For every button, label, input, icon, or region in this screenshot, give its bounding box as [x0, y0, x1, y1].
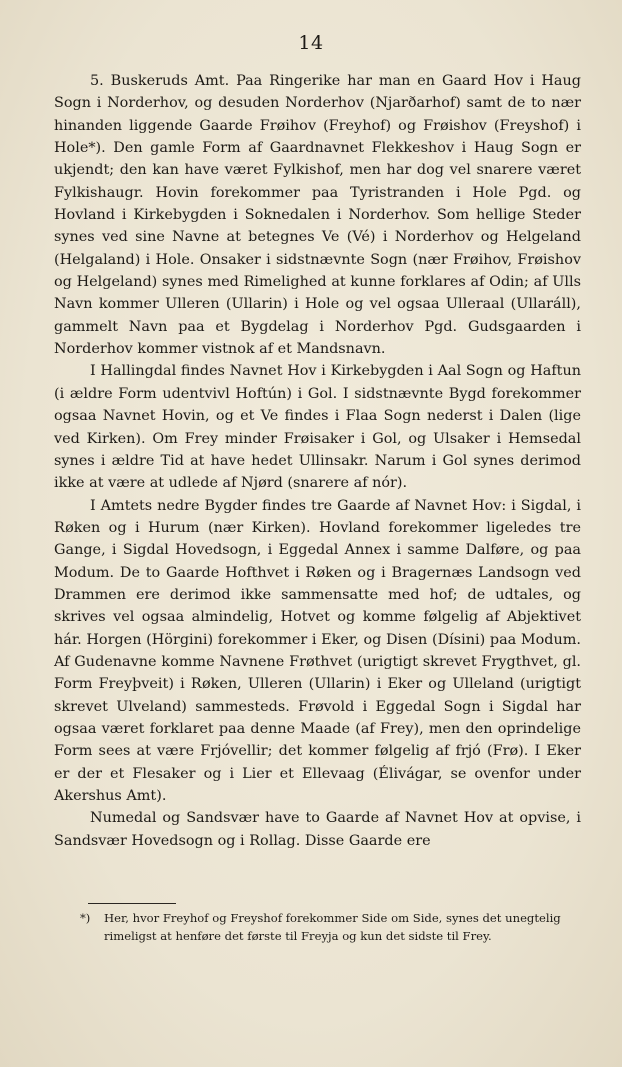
footnote-marker: *): [80, 911, 91, 925]
paragraph-nedre-bygder: I Amtets nedre Bygder findes tre Gaarde af Navnet Hov: i Sigdal, i Røken og i Hurum (nær Kirken). Hovland forekommer ligeledes tre Gange, i Sigdal Hovedsogn, i Eggedal Annex i samme Dalføre, og paa Modum. De to Gaarde Hofthvet i Røken og i Bragernæs Landsogn ved Drammen ere derimod ikke sammensatte med hof; de udtales, og skrives vel ogsaa almindelig, Hotvet og komme følgelig af Abjektivet hár. Horgen (Hörgini) forekommer i Eker, og Disen (Dísini) paa Modum. Af Gudenavne komme Navnene Frøthvet (urigtigt skrevet Frygthvet, gl. Form Freyþveit) i Røken, Ulleren (Ullarin) i Eker og Ulleland (urigtigt skrevet Ulveland) sammesteds. Frøvold i Eggedal Sogn i Sigdal har ogsaa været forklaret paa denne Maade (af Frey), men den oprindelige Form sees at være Frjóvellir; det kommer følgelig af frjó (Frø). I Eker er der et Flesaker og i Lier et Ellevaag (Élivágar, se ovenfor under Akershus Amt).: [54, 497, 581, 804]
paragraph-buskeruds: 5. Buskeruds Amt. Paa Ringerike har man en Gaard Hov i Haug Sogn i Norderhov, og desuden Norderhov (Njarðarhof) samt de to nær hinanden liggende Gaarde Frøihov (Freyhof) og Frøishov (Freyshof) i Hole*). Den gamle Form af Gaardnavnet Flekkeshov i Haug Sogn er ukjendt; den kan have været Fylkishof, men har dog vel snarere været Fylkishaugr. Hovin forekommer paa Tyristranden i Hole Pgd. og Hovland i Kirkebygden i Soknedalen i Norderhov. Som hellige Steder synes ved sine Navne at betegnes Ve (Vé) i Norderhov og Helgeland (Helgaland) i Hole. Onsaker i sidstnævnte Sogn (nær Frøihov, Frøishov og Helgeland) synes med Rimelighed at kunne forklares af Odin; af Ulls Navn kommer Ulleren (Ullarin) i Hole og vel ogsaa Ulleraal (Ullaráll), gammelt Navn paa et Bygdelag i Norderhov Pgd. Gudsgaarden i Norderhov kommer vistnok af et Mandsnavn.: [54, 73, 581, 358]
footnote-line-1: Her, hvor Freyhof og Freyshof forekommer Side om Side, synes det unegtelig: [104, 911, 561, 925]
main-text: [54, 70, 581, 852]
paragraph-hallingdal: I Hallingdal findes Navnet Hov i Kirkebygden i Aal Sogn og Haftun (i ældre Form udentvivl Hoftún) i Gol. I sidstnævnte Bygd forekommer ogsaa Navnet Hovin, og et Ve findes i Flaa Sogn nederst i Dalen (lige ved Kirken). Om Frey minder Frøisaker i Gol, og Ulsaker i Hemsedal synes i ældre Tid at have hedet Ullinsakr. Narum i Gol synes derimod ikke at være at udlede af Njørd (snarere af nór).: [54, 363, 581, 492]
footnote-divider: [88, 903, 176, 904]
footnote: [80, 910, 585, 945]
page-number: 14: [298, 32, 324, 54]
footnote-line-2: rimeligst at henføre det første til Freyja og kun det sidste til Frey.: [104, 928, 492, 943]
paragraph-numedal: Numedal og Sandsvær have to Gaarde af Navnet Hov at opvise, i Sandsvær Hovedsogn og i Rollag. Disse Gaarde ere: [54, 810, 581, 849]
